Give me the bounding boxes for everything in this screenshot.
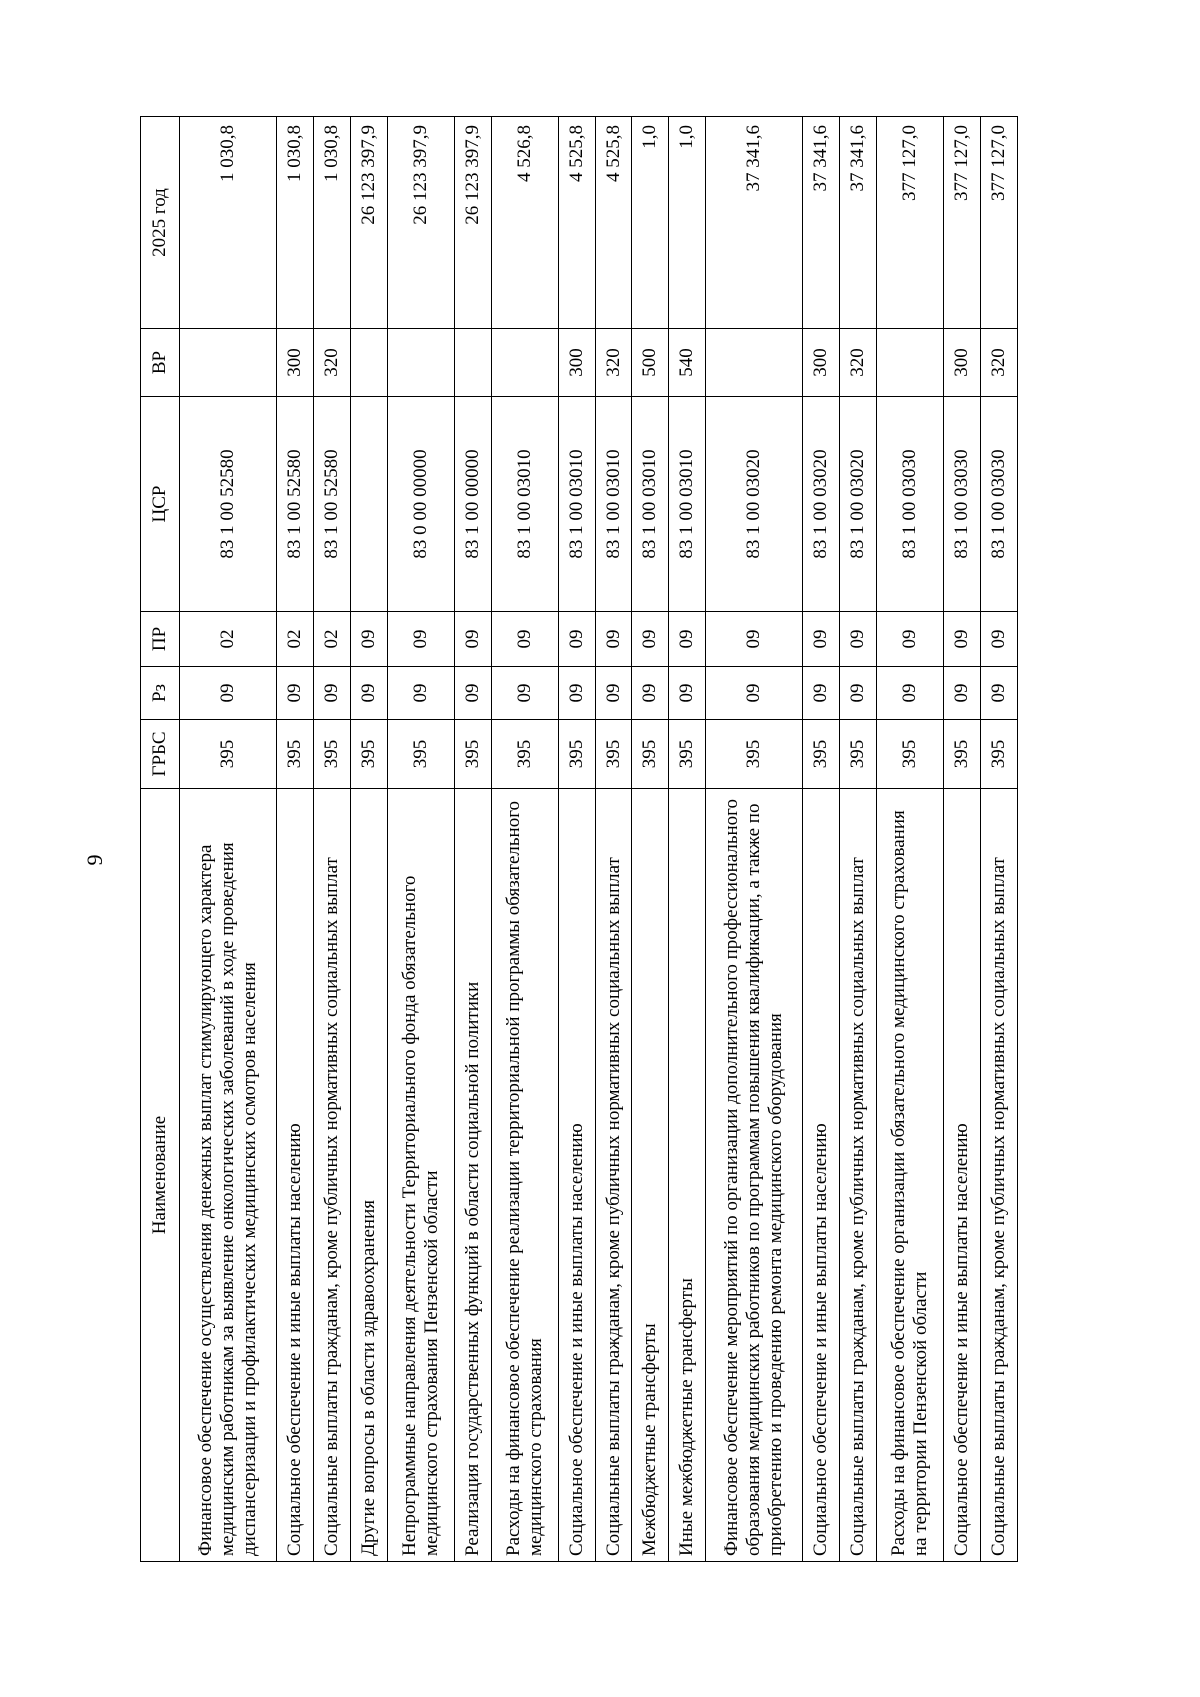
row-amount: 4 526,8 bbox=[491, 117, 558, 329]
row-vr bbox=[877, 329, 944, 397]
row-rz: 09 bbox=[803, 667, 840, 720]
table-row bbox=[840, 117, 877, 1562]
row-csr: 83 1 00 03030 bbox=[944, 397, 981, 612]
row-grbs: 395 bbox=[350, 720, 387, 789]
table-row bbox=[387, 117, 454, 1562]
table-row bbox=[877, 117, 944, 1562]
row-vr: 540 bbox=[669, 329, 706, 397]
row-name: Межбюджетные трансферты bbox=[632, 789, 669, 1562]
row-amount: 377 127,0 bbox=[944, 117, 981, 329]
row-grbs: 395 bbox=[277, 720, 314, 789]
row-vr: 320 bbox=[840, 329, 877, 397]
table-header-row bbox=[141, 117, 180, 1562]
row-amount: 1 030,8 bbox=[277, 117, 314, 329]
rotated-table-container bbox=[140, 117, 1018, 1562]
row-amount: 1 030,8 bbox=[313, 117, 350, 329]
row-grbs: 395 bbox=[706, 720, 803, 789]
header-vr: ВР bbox=[141, 329, 180, 397]
row-amount: 4 525,8 bbox=[558, 117, 595, 329]
row-vr: 300 bbox=[558, 329, 595, 397]
row-amount: 37 341,6 bbox=[803, 117, 840, 329]
row-rz: 09 bbox=[981, 667, 1018, 720]
row-name: Реализация государственных функций в области социальной политики bbox=[454, 789, 491, 1562]
row-grbs: 395 bbox=[877, 720, 944, 789]
table-row bbox=[803, 117, 840, 1562]
row-grbs: 395 bbox=[454, 720, 491, 789]
row-vr: 300 bbox=[803, 329, 840, 397]
row-vr: 320 bbox=[981, 329, 1018, 397]
row-grbs: 395 bbox=[595, 720, 632, 789]
page-number: 9 bbox=[82, 854, 107, 866]
row-pr: 09 bbox=[981, 612, 1018, 667]
row-rz: 09 bbox=[350, 667, 387, 720]
row-vr: 300 bbox=[944, 329, 981, 397]
row-grbs: 395 bbox=[669, 720, 706, 789]
row-amount: 26 123 397,9 bbox=[454, 117, 491, 329]
row-amount: 1 030,8 bbox=[180, 117, 277, 329]
table-row bbox=[277, 117, 314, 1562]
header-pr: ПР bbox=[141, 612, 180, 667]
row-grbs: 395 bbox=[632, 720, 669, 789]
row-pr: 09 bbox=[877, 612, 944, 667]
row-csr: 83 0 00 00000 bbox=[387, 397, 454, 612]
table-row bbox=[706, 117, 803, 1562]
row-pr: 09 bbox=[840, 612, 877, 667]
header-grbs: ГРБС bbox=[141, 720, 180, 789]
row-amount: 37 341,6 bbox=[840, 117, 877, 329]
row-csr: 83 1 00 03010 bbox=[491, 397, 558, 612]
row-csr: 83 1 00 03030 bbox=[981, 397, 1018, 612]
row-vr: 320 bbox=[313, 329, 350, 397]
row-csr: 83 1 00 03020 bbox=[803, 397, 840, 612]
header-name: Наименование bbox=[141, 789, 180, 1562]
row-name: Финансовое обеспечение мероприятий по организации дополнительного профессионального образования медицинских работников по программам повышения квалификации, а также по приобретению и проведению ремонта медицинского оборудования bbox=[706, 789, 803, 1562]
row-csr: 83 1 00 03030 bbox=[877, 397, 944, 612]
row-vr: 320 bbox=[595, 329, 632, 397]
row-name: Социальные выплаты гражданам, кроме публичных нормативных социальных выплат bbox=[840, 789, 877, 1562]
row-amount: 1,0 bbox=[632, 117, 669, 329]
row-grbs: 395 bbox=[491, 720, 558, 789]
row-name: Иные межбюджетные трансферты bbox=[669, 789, 706, 1562]
row-grbs: 395 bbox=[313, 720, 350, 789]
row-pr: 02 bbox=[277, 612, 314, 667]
row-rz: 09 bbox=[632, 667, 669, 720]
row-grbs: 395 bbox=[180, 720, 277, 789]
table-row bbox=[669, 117, 706, 1562]
row-name: Социальное обеспечение и иные выплаты населению bbox=[803, 789, 840, 1562]
table-row bbox=[944, 117, 981, 1562]
row-name: Социальные выплаты гражданам, кроме публичных нормативных социальных выплат bbox=[981, 789, 1018, 1562]
row-rz: 09 bbox=[387, 667, 454, 720]
row-rz: 09 bbox=[491, 667, 558, 720]
row-amount: 26 123 397,9 bbox=[350, 117, 387, 329]
row-vr bbox=[706, 329, 803, 397]
row-rz: 09 bbox=[840, 667, 877, 720]
row-pr: 09 bbox=[803, 612, 840, 667]
table-row bbox=[632, 117, 669, 1562]
table-row bbox=[595, 117, 632, 1562]
row-grbs: 395 bbox=[981, 720, 1018, 789]
row-rz: 09 bbox=[944, 667, 981, 720]
row-pr: 09 bbox=[454, 612, 491, 667]
row-pr: 02 bbox=[180, 612, 277, 667]
row-csr: 83 1 00 03010 bbox=[558, 397, 595, 612]
row-vr: 500 bbox=[632, 329, 669, 397]
table-row bbox=[454, 117, 491, 1562]
row-rz: 09 bbox=[669, 667, 706, 720]
row-rz: 09 bbox=[313, 667, 350, 720]
row-csr: 83 1 00 03020 bbox=[706, 397, 803, 612]
row-vr: 300 bbox=[277, 329, 314, 397]
row-grbs: 395 bbox=[803, 720, 840, 789]
table-row bbox=[981, 117, 1018, 1562]
row-rz: 09 bbox=[877, 667, 944, 720]
row-pr: 09 bbox=[595, 612, 632, 667]
row-grbs: 395 bbox=[944, 720, 981, 789]
row-name: Социальные выплаты гражданам, кроме публичных нормативных социальных выплат bbox=[595, 789, 632, 1562]
row-grbs: 395 bbox=[558, 720, 595, 789]
row-pr: 09 bbox=[350, 612, 387, 667]
row-csr: 83 1 00 03010 bbox=[632, 397, 669, 612]
row-amount: 4 525,8 bbox=[595, 117, 632, 329]
row-vr bbox=[387, 329, 454, 397]
table-row bbox=[180, 117, 277, 1562]
row-csr: 83 1 00 52580 bbox=[180, 397, 277, 612]
row-rz: 09 bbox=[595, 667, 632, 720]
row-name: Расходы на финансовое обеспечение реализации территориальной программы обязательного медицинского страхования bbox=[491, 789, 558, 1562]
row-csr bbox=[350, 397, 387, 612]
row-rz: 09 bbox=[180, 667, 277, 720]
row-vr bbox=[454, 329, 491, 397]
table-row bbox=[558, 117, 595, 1562]
row-pr: 09 bbox=[632, 612, 669, 667]
row-vr bbox=[491, 329, 558, 397]
row-vr bbox=[180, 329, 277, 397]
row-pr: 09 bbox=[558, 612, 595, 667]
row-pr: 09 bbox=[944, 612, 981, 667]
row-amount: 377 127,0 bbox=[981, 117, 1018, 329]
row-csr: 83 1 00 03010 bbox=[595, 397, 632, 612]
row-name: Социальное обеспечение и иные выплаты населению bbox=[944, 789, 981, 1562]
row-name: Другие вопросы в области здравоохранения bbox=[350, 789, 387, 1562]
header-rz: Рз bbox=[141, 667, 180, 720]
row-pr: 09 bbox=[491, 612, 558, 667]
row-rz: 09 bbox=[277, 667, 314, 720]
row-name: Расходы на финансовое обеспечение организации обязательного медицинского страхования на территории Пензенской области bbox=[877, 789, 944, 1562]
table-row bbox=[350, 117, 387, 1562]
row-grbs: 395 bbox=[840, 720, 877, 789]
row-amount: 1,0 bbox=[669, 117, 706, 329]
row-pr: 09 bbox=[387, 612, 454, 667]
row-amount: 377 127,0 bbox=[877, 117, 944, 329]
table-row bbox=[313, 117, 350, 1562]
row-vr bbox=[350, 329, 387, 397]
row-amount: 26 123 397,9 bbox=[387, 117, 454, 329]
row-rz: 09 bbox=[558, 667, 595, 720]
row-name: Социальное обеспечение и иные выплаты населению bbox=[277, 789, 314, 1562]
row-pr: 02 bbox=[313, 612, 350, 667]
row-amount: 37 341,6 bbox=[706, 117, 803, 329]
row-name: Финансовое обеспечение осуществления денежных выплат стимулирующего характера медицинским работникам за выявление онкологических заболеваний в ходе проведения диспансеризации и профилактических медицинских осмотров населения bbox=[180, 789, 277, 1562]
row-grbs: 395 bbox=[387, 720, 454, 789]
row-name: Социальные выплаты гражданам, кроме публичных нормативных социальных выплат bbox=[313, 789, 350, 1562]
row-csr: 83 1 00 52580 bbox=[313, 397, 350, 612]
budget-table bbox=[140, 116, 1018, 1562]
header-year: 2025 год bbox=[141, 117, 180, 329]
row-pr: 09 bbox=[669, 612, 706, 667]
row-rz: 09 bbox=[706, 667, 803, 720]
row-csr: 83 1 00 03010 bbox=[669, 397, 706, 612]
row-name: Социальное обеспечение и иные выплаты населению bbox=[558, 789, 595, 1562]
row-csr: 83 1 00 03020 bbox=[840, 397, 877, 612]
row-name: Непрограммные направления деятельности Территориального фонда обязательного медицинского страхования Пензенской области bbox=[387, 789, 454, 1562]
row-csr: 83 1 00 52580 bbox=[277, 397, 314, 612]
row-rz: 09 bbox=[454, 667, 491, 720]
row-csr: 83 1 00 00000 bbox=[454, 397, 491, 612]
table-row bbox=[491, 117, 558, 1562]
header-csr: ЦСР bbox=[141, 397, 180, 612]
row-pr: 09 bbox=[706, 612, 803, 667]
